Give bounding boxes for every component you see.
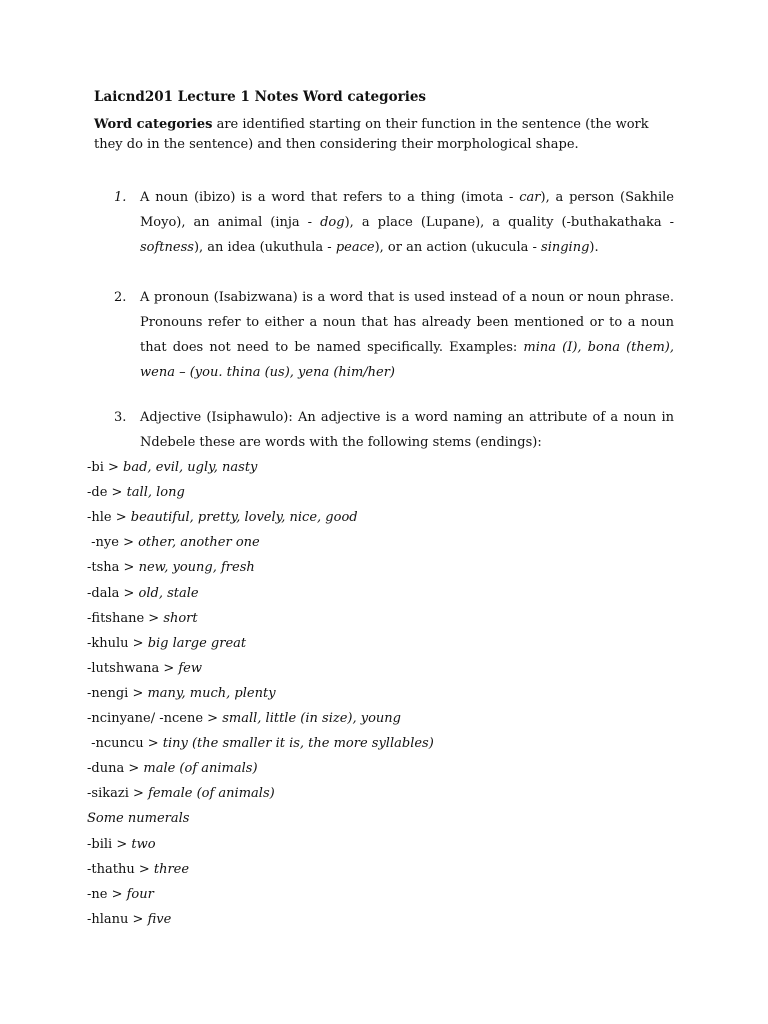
stem-form: -thathu > [87, 861, 154, 877]
stem-line [87, 533, 260, 553]
stem-meaning: male (of animals) [143, 761, 258, 777]
stem-line [87, 759, 258, 779]
stem-meaning: two [131, 836, 156, 852]
text-segment: softness [140, 240, 194, 255]
list-number: 1. [114, 190, 127, 205]
intro-term: Word categories [94, 117, 213, 132]
stem-line [87, 483, 185, 503]
stem-form: -ncuncu > [87, 736, 163, 752]
stem-line [87, 784, 275, 804]
text-segment: ). [589, 240, 599, 255]
stem-form: -sikazi > [87, 786, 149, 802]
stem-meaning: tall, long [126, 485, 185, 501]
stem-line [87, 684, 276, 704]
stem-form: -khulu > [87, 635, 148, 651]
stem-line [87, 508, 358, 528]
stem-meaning: short [163, 610, 198, 626]
item-text [140, 190, 674, 255]
stem-meaning: beautiful, pretty, lovely, nice, good [130, 510, 358, 526]
item-text: Adjective (Isiphawulo): An adjective is a word naming an attribute of a noun in Ndebele these are words with the following stems (endings): [140, 410, 674, 450]
text-segment: mina (I), bona (them), wena – (you. thina (us), yena (him/her) [140, 340, 674, 380]
list-item-pronoun [114, 285, 674, 385]
stem-meaning: small, little (in size), young [222, 711, 401, 726]
stem-form: -hlanu > [87, 911, 148, 927]
stem-line [87, 860, 189, 880]
text-segment: ), an idea (ukuthula - [193, 240, 336, 255]
text-segment: dog [320, 215, 345, 230]
stem-meaning: three [153, 861, 190, 877]
stem-form: -ne > [87, 886, 127, 902]
stem-form: -ncinyane/ -ncene > [87, 711, 223, 726]
stem-form: -fitshane > [87, 610, 164, 626]
stem-meaning: female (of animals) [148, 786, 275, 802]
document-title: Laicnd201 Lecture 1 Notes Word categories [94, 89, 427, 105]
stem-meaning: new, young, fresh [138, 560, 255, 576]
list-item-adjective [114, 405, 674, 455]
intro-text: are identified starting on their function in the sentence (the work they do in the sentence) and then considering their morphological shape. [94, 117, 649, 152]
stem-line [87, 609, 198, 629]
text-segment: ), a place (Lupane), a quality (-buthakathaka - [344, 215, 674, 230]
stem-meaning: four [126, 886, 154, 902]
text-segment: A pronoun (Isabizwana) is a word that is used instead of a noun or noun phrase. Pronouns refer to either a noun that has already been mentioned or to a noun that does not need to be named specifically. Examples: [140, 290, 674, 355]
stem-line [87, 709, 401, 729]
stem-meaning: few [178, 660, 202, 676]
stem-form: -lutshwana > [87, 660, 179, 676]
stem-meaning: other, another one [138, 535, 260, 551]
stem-line [87, 584, 199, 604]
stem-form: -bili > [87, 836, 132, 852]
text-segment: singing [541, 240, 590, 255]
stem-meaning: tiny (the smaller it is, the more syllables) [162, 736, 434, 752]
stem-form: -duna > [87, 761, 144, 777]
item-text [140, 290, 674, 380]
stem-line [87, 910, 171, 930]
list-item-noun [114, 185, 674, 260]
stem-form: -de > [87, 485, 127, 501]
text-segment: ), a person (Sakhile Moyo), an animal (inja - [140, 190, 674, 230]
stem-form: -bi > [87, 460, 124, 475]
numerals-heading: Some numerals [87, 811, 190, 827]
stem-form: -nye > [87, 535, 139, 551]
stem-form: -tsha > [87, 560, 139, 576]
list-number: 2. [114, 290, 127, 305]
stem-line [87, 634, 246, 654]
stem-line [87, 458, 257, 478]
text-segment: car [519, 190, 541, 205]
list-number: 3. [114, 410, 127, 425]
text-segment: peace [335, 240, 375, 255]
stem-line [87, 885, 154, 905]
stem-line [87, 734, 434, 754]
stem-meaning: big large great [147, 635, 247, 651]
text-segment: ), or an action (ukucula - [374, 240, 542, 255]
intro-paragraph [94, 115, 676, 155]
stem-form: -dala > [87, 585, 139, 601]
stem-meaning: old, stale [138, 585, 199, 601]
stem-meaning: many, much, plenty [147, 685, 276, 701]
text-segment: A noun (ibizo) is a word that refers to a thing (imota - [140, 190, 520, 205]
stem-line [87, 835, 156, 855]
stem-meaning: bad, evil, ugly, nasty [123, 460, 258, 475]
stem-meaning: five [147, 911, 172, 927]
stem-line [87, 558, 255, 578]
stem-form: -hle > [87, 510, 131, 526]
stem-line [87, 659, 202, 679]
stem-form: -nengi > [87, 685, 148, 701]
